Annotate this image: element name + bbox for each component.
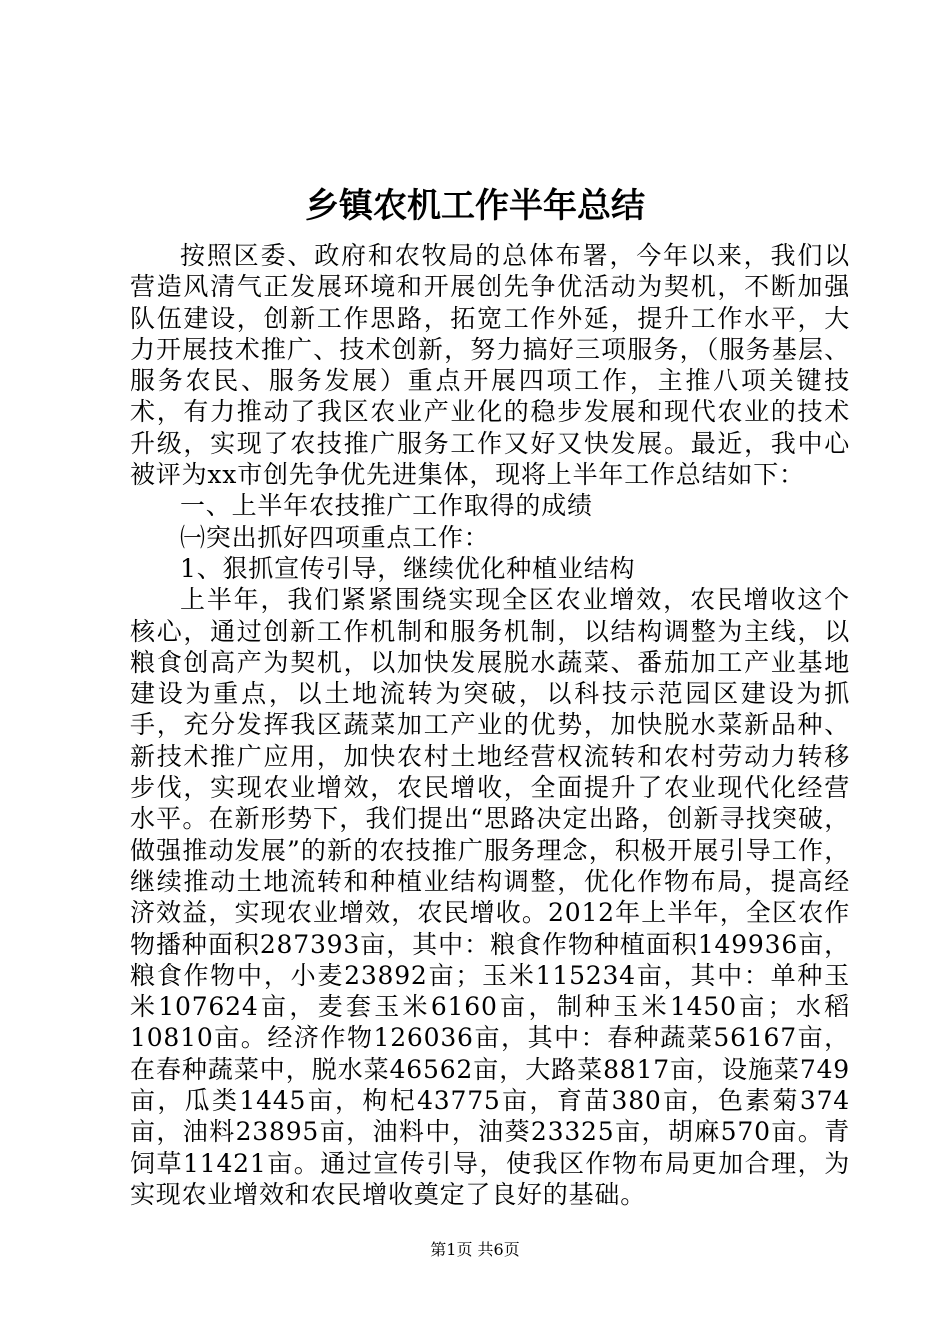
section-heading: 一、上半年农技推广工作取得的成绩 [180, 491, 593, 521]
document-body [130, 240, 850, 1210]
intro-paragraph: 按照区委、政府和农牧局的总体布署，今年以来，我们以营造风清气正发展环境和开展创先争优活动为契机，不断加强队伍建设，创新工作思路，拓宽工作外延，提升工作水平，大力开展技术推广、技术创新，努力搞好三项服务，（服务基层、服务农民、服务发展）重点开展四项工作，主推八项关键技术，有力推动了我区农业产业化的稳步发展和现代农业的技术升级，实现了农技推广服务工作又好又快发展。最近，我中心被评为xx市创先争优先进集体，现将上半年工作总结如下： [130, 241, 850, 490]
item-heading: 1、狠抓宣传引导，继续优化种植业结构 [180, 553, 636, 583]
document-title: 乡镇农机工作半年总结 [305, 186, 645, 226]
subsection-heading: ㈠突出抓好四项重点工作： [180, 522, 490, 552]
page-number-footer: 第1页 共6页 [430, 1240, 520, 1259]
body-paragraph: 上半年，我们紧紧围绕实现全区农业增效，农民增收这个核心，通过创新工作机制和服务机制，以结构调整为主线，以粮食创高产为契机，以加快发展脱水蔬菜、番茄加工产业基地建设为重点，以土地流转为突破，以科技示范园区建设为抓手，充分发挥我区蔬菜加工产业的优势，加快脱水菜新品种、新技术推广应用，加快农村土地经营权流转和农村劳动力转移步伐，实现农业增效，农民增收，全面提升了农业现代化经营水平。在新形势下，我们提出“思路决定出路，创新寻找突破，做强推动发展”的新的农技推广服务理念，积极开展引导工作，继续推动土地流转和种植业结构调整，优化作物布局，提高经济效益，实现农业增效，农民增收。2012年上半年，全区农作物播种面积287393亩，其中：粮食作物种植面积149936亩，粮食作物中，小麦23892亩；玉米115234亩，其中：单种玉米107624亩，麦套玉米6160亩，制种玉米1450亩；水稻10810亩。经济作物126036亩，其中：春种蔬菜56167亩，在春种蔬菜中，脱水菜46562亩，大路菜8817亩，设施菜749亩，瓜类1445亩，枸杞43775亩，育苗380亩，色素菊374亩，油料23895亩，油料中，油葵23325亩，胡麻570亩。青饲草11421亩。通过宣传引导，使我区作物布局更加合理，为实现农业增效和农民增收奠定了良好的基础。 [130, 585, 850, 1209]
